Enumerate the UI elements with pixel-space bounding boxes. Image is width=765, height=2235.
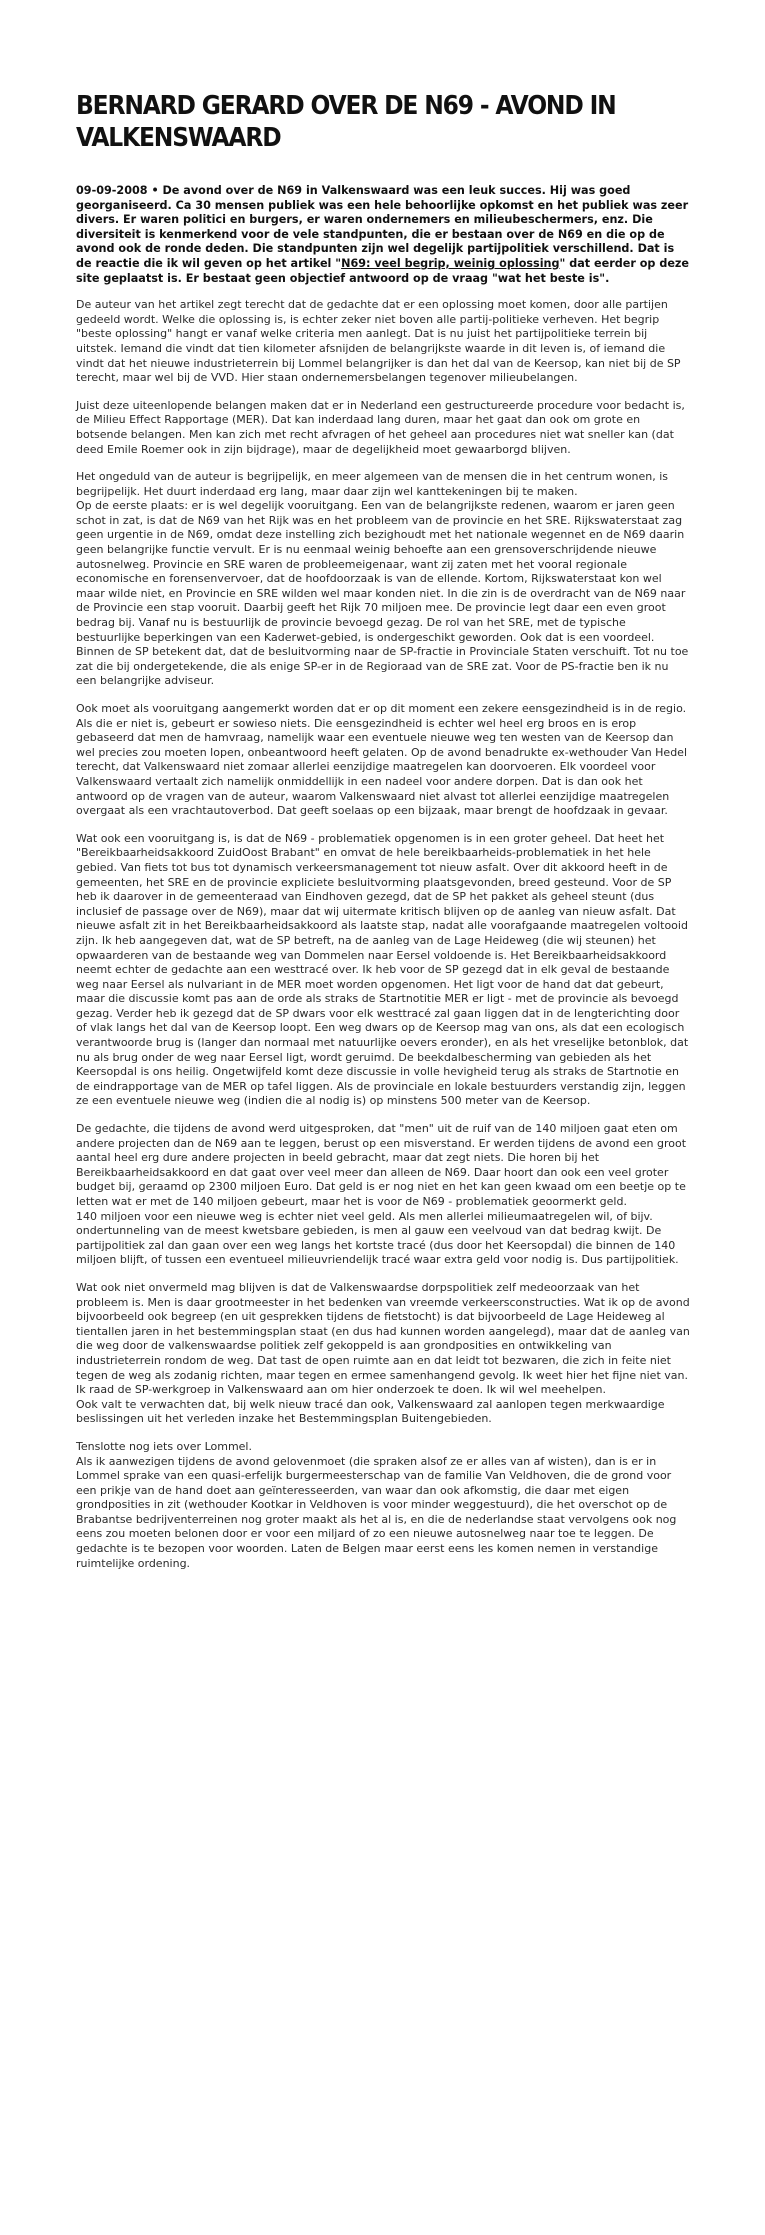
paragraph-mer: Juist deze uiteenlopende belangen maken dat er in Nederland een gestructureerde procedure voor bedacht is, de Milieu Effect Rapportage (MER). Dat kan inderdaad lang duren, maar het gaat dan ook om grote en botsende belangen. Men kan zich met recht afvragen of het geheel aan procedures niet wat sneller kan (dat deed Emile Roemer ook in zijn bijdrage), maar de degelijkheid moet gewaarborgd blijven.	[76, 398, 685, 456]
article-body	[76, 298, 765, 1571]
article-intro	[76, 184, 691, 286]
article-date: 09-09-2008	[76, 184, 148, 197]
intro-text-end: " dat eerder op deze site geplaatst is. Er bestaat geen objectief antwoord op de vraag "wat het beste is".	[76, 256, 690, 285]
date-separator: •	[147, 184, 163, 197]
paragraph-vooruitgang: Op de eerste plaats: er is wel degelijk vooruitgang. Een van de belangrijkste redenen, waarom er jaren geen schot in zat, is dat de N69 van het Rijk was en het probleem van de provincie en het SRE. Rijkswaterstaat zag geen urgentie in de N69, omdat deze instelling zich bezighoudt met het nationale wegennet en de N69 daarin geen belangrijke functie vervult. Er is nu eenmaal weinig behoefte aan een grensoverschrijdende nieuwe autosnelweg. Provincie en SRE waren de probleemeigenaar, want zij zaten met het vooral regionale economische en forensenvervoer, dat de hoofdoorzaak is van de ellende. Kortom, Rijkswaterstaat kon wel maar wilde niet, en Provincie en SRE wilden wel maar konden niet. In die zin is de overdracht van de N69 naar de Provincie een stap vooruit. Daarbij geeft het Rijk 70 miljoen mee. De provincie legt daar een even groot bedrag bij. Vanaf nu is bestuurlijk de provincie bevoegd gezag. De rol van het SRE, met de typische bestuurlijke beperkingen van een Kaderwet-gebied, is ondergeschikt geworden. Ook dat is een voordeel.	[76, 499, 686, 644]
paragraph-auteur: De auteur van het artikel zegt terecht dat de gedachte dat er een oplossing moet komen, door alle partijen gedeeld wordt. Welke die oplossing is, is echter zeker niet boven alle partij-politieke verheven. Het begrip "beste oplossing" hangt er vanaf welke criteria men aanlegt. Dat is nu juist het partijpolitieke terrein bij uitstek. Iemand die vindt dat tien kilometer afsnijden de belangrijkste waarde in dit leven is, of iemand die vindt dat het nieuwe industrieterrein bij Lommel belangrijker is dan het dal van de Keersop, kan niet bij de SP terecht, maar wel bij de VVD. Hier staan ondernemersbelangen tegenover milieubelangen.	[76, 298, 681, 385]
paragraph-lommel-intro: Tenslotte nog iets over Lommel.	[76, 1439, 252, 1453]
paragraph-bereikbaarheidsakkoord: Wat ook een vooruitgang is, is dat de N69 - problematiek opgenomen is in een groter geheel. Dat heet het "Bereikbaarheidsakkoord ZuidOost Brabant" en omvat de hele bereikbaarheids-problematiek in het hele gebied. Van fiets tot bus tot dynamisch verkeersmanagement tot nieuw asfalt. Over dit akkoord heeft in de gemeenten, het SRE en de provincie expliciete besluitvorming plaatsgevonden, breed gesteund. Voor de SP heb ik daarover in de gemeenteraad van Eindhoven gezegd, dat de SP het pakket als geheel steunt (dus inclusief de passage over de N69), maar dat wij uitermate kritisch blijven op de aanleg van nieuw asfalt. Dat nieuwe asfalt zit in het Bereikbaarheidsakkoord als laatste stap, nadat alle voorafgaande maatregelen voltooid zijn. Ik heb aangegeven dat, wat de SP betreft, na de aanleg van de Lage Heideweg (die wij steunen) het opwaarderen van de bestaande weg van Dommelen naar Eersel voldoende is. Het Bereikbaarheidsakkoord neemt echter de gedachte aan een westtracé over. Ik heb voor de SP gezegd dat in elk geval de bestaande weg naar Eersel als nulvariant in de MER moet worden opgenomen. Het ligt voor de hand dat dat gebeurt, maar die discussie komt pas aan de orde als straks de Startnotitie MER er ligt - met de provincie als bevoegd gezag. Verder heb ik gezegd dat de SP dwars voor elk westtracé zal gaan liggen dat in de lengterichting door of vlak langs het dal van de Keersop loopt. Een weg dwars op de Keersop mag van ons, als dat een ecologisch verantwoorde brug is (langer dan normaal met natuurlijke oevers eronder), en als het vreselijke betonblok, dat nu als brug onder de weg naar Eersel ligt, wordt geruimd. De beekdalbescherming van gebieden als het Keersopdal is ons heilig. Ongetwijfeld komt deze discussie in volle hevigheid terug als straks de Startnotie en de eindrapportage van de MER op tafel liggen. Als de provinciale en lokale bestuurders verstandig zijn, leggen ze een eventuele nieuwe weg (indien die al nodig is) op minstens 500 meter van de Keersop.	[76, 831, 689, 1108]
related-article-link[interactable]: N69: veel begrip, weinig oplossing	[341, 256, 560, 270]
article-title: BERNARD GERARD OVER DE N69 - AVOND IN VALKENSWAARD	[76, 91, 616, 153]
paragraph-140-miljoen: De gedachte, die tijdens de avond werd uitgesproken, dat "men" uit de ruif van de 140 miljoen gaat eten om andere projecten dan de N69 aan te leggen, berust op een misverstand. Er werden tijdens de avond een groot aantal heel erg dure andere projecten in beeld gebracht, maar dat zegt niets. Die horen bij het Bereikbaarheidsakkoord en dat gaat over veel meer dan alleen de N69. Daar hoort dan ook een veel groter budget bij, geraamd op 2300 miljoen Euro. Dat geld is er nog niet en het kan geen kwaad om een beetje op te letten wat er met de 140 miljoen gebeurt, maar het is voor de N69 - problematiek geoormerkt geld.	[76, 1122, 687, 1208]
paragraph-sp-fractie: Binnen de SP betekent dat, dat de besluitvorming naar de SP-fractie in Provinciale Staten verschuift. Tot nu toe zat die bij ondergetekende, die als enige SP-er in de Regioraad van de SRE zat. Voor de PS-fractie ben ik nu een belangrijke adviseur.	[76, 645, 689, 688]
paragraph-eensgezindheid: Ook moet als vooruitgang aangemerkt worden dat er op dit moment een zekere eensgezindheid is in de regio. Als die er niet is, gebeurt er sowieso niets. Die eensgezindheid is echter wel heel erg broos en is erop gebaseerd dat men de hamvraag, namelijk waar een eventuele nieuwe weg ten westen van de Keersop dan wel precies zou moeten lopen, onbeantwoord heeft gelaten. Op de avond benadrukte ex-wethouder Van Hedel terecht, dat Valkenswaard niet zomaar allerlei eenzijdige maatregelen kan doorvoeren. Elk voordeel voor Valkenswaard vertaalt zich namelijk onmiddellijk in een nadeel voor andere dorpen. Dat is dan ook het antwoord op de vragen van de auteur, waarom Valkenswaard niet alvast tot allerlei eenzijdige maatregelen overgaat als een vrachtautoverbod. Dat geeft soelaas op een bijzaak, maar brengt de hoofdzaak in gevaar.	[76, 702, 688, 818]
paragraph-ongeduld: Het ongeduld van de auteur is begrijpelijk, en meer algemeen van de mensen die in het centrum wonen, is begrijpelijk. Het duurt inderdaad erg lang, maar daar zijn wel kanttekeningen bij te maken.	[76, 470, 669, 498]
paragraph-bestemmingsplan: Ook valt te verwachten dat, bij welk nieuw tracé dan ook, Valkenswaard zal aanlopen tegen merkwaardige beslissingen uit het verleden inzake het Bestemmingsplan Buitengebieden.	[76, 1397, 665, 1426]
intro-text: De avond over de N69 in Valkenswaard was een leuk succes. Hij was goed georganiseerd. Ca 30 mensen publiek was een hele behoorlijke opkomst en het publiek was zeer divers. Er waren politici en burgers, er waren ondernemers en milieubeschermers, enz. Die diversiteit is kenmerkend voor de vele standpunten, die er bestaan over de N69 en die op de avond ook de ronde deden. Die standpunten zijn wel degelijk partijpolitiek verschillend. Dat is de reactie die ik wil geven op het artikel "	[76, 184, 689, 270]
paragraph-nieuwe-weg: 140 miljoen voor een nieuwe weg is echter niet veel geld. Als men allerlei milieumaatregelen wil, of bijv. ondertunneling van de meest kwetsbare gebieden, is men al gauw een veelvoud van dat bedrag kwijt. De partijpolitiek zal dan gaan over een weg langs het kortste tracé (dus door het Keersopdal) die binnen de 140 miljoen blijft, of tussen een eventueel milieuvriendelijk tracé waar extra geld voor nodig is. Dus partijpolitiek.	[76, 1209, 679, 1267]
paragraph-dorpspolitiek: Wat ook niet onvermeld mag blijven is dat de Valkenswaardse dorpspolitiek zelf medeoorzaak van het probleem is. Men is daar grootmeester in het bedenken van vreemde verkeersconstructies. Wat ik op de avond bijvoorbeeld ook begreep (en uit gesprekken tijdens de fietstocht) is dat bijvoorbeeld de Lage Heideweg al tientallen jaren in het bestemmingsplan staat (en dus had kunnen worden aangelegd), maar dat de aanleg van die weg door de valkenswaardse politiek zelf gekoppeld is aan grondposities en ontwikkeling van industrieterrein rondom de weg. Dat tast de open ruimte aan en dat leidt tot bezwaren, die zich in feite niet tegen de weg als zodanig richten, maar tegen en ermee samenhangend gevolg. Ik weet hier het fijne niet van. Ik raad de SP-werkgroep in Valkenswaard aan om hier onderzoek te doen. Ik wil wel meehelpen.	[76, 1280, 690, 1397]
paragraph-lommel: Als ik aanwezigen tijdens de avond gelovenmoet (die spraken alsof ze er alles van af wisten), dan is er in Lommel sprake van een quasi-erfelijk burgermeesterschap van de familie Van Veldhoven, die de grond voor een prikje van de hand doet aan geïnteresseerden, van waar dan ook afkomstig, die daar met eigen grondposities in zit (wethouder Kootkar in Veldhoven is voor minder weggestuurd), die het overschot op de Brabantse bedrijventerreinen nog groter maakt als het al is, en die de nederlandse staat vervolgens ook nog eens zou moeten belonen door er voor een miljard of zo een nieuwe autosnelweg naar toe te leggen. De gedachte is te bezopen voor woorden. Laten de Belgen maar eerst eens les komen nemen in verstandige ruimtelijke ordening.	[76, 1454, 677, 1570]
